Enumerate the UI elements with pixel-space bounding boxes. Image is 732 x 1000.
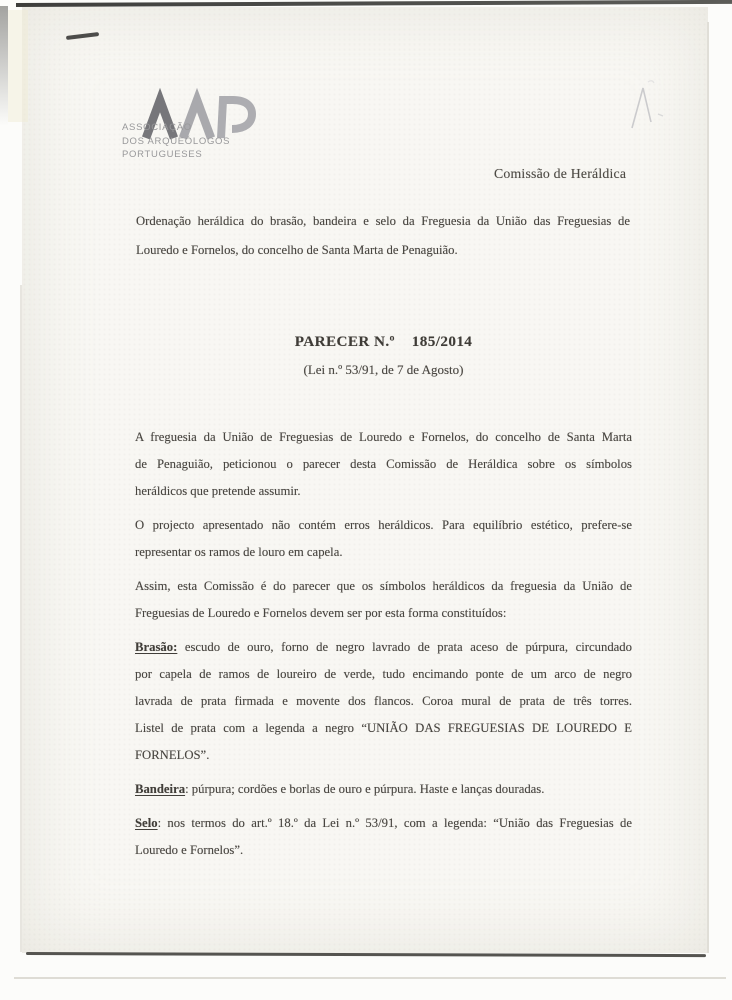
paragraph-lead: Bandeira bbox=[135, 782, 186, 796]
paragraph-bandeira bbox=[135, 776, 632, 803]
text-line: A freguesia da União de Freguesias de Louredo e Fornelos, do concelho de Santa Marta bbox=[135, 430, 632, 444]
paragraph-brasao bbox=[135, 634, 632, 769]
text-line: Louredo e Fornelos”. bbox=[135, 843, 244, 857]
text-line: de Penaguião, peticionou o parecer desta Comissão de Heráldica sobre os símbolos bbox=[135, 457, 632, 471]
pencil-annotation-icon bbox=[628, 78, 676, 136]
parecer-title: PARECER N.º 185/2014 bbox=[294, 333, 473, 350]
logo-org-line: ASSOCIAÇÃO bbox=[122, 122, 192, 133]
page-left-edge bbox=[20, 285, 22, 952]
subject-paragraph bbox=[136, 207, 630, 264]
logo-org-name bbox=[122, 121, 230, 162]
logo-org-line: DOS ARQUEÓLOGOS bbox=[122, 135, 231, 147]
paragraph-selo bbox=[135, 810, 632, 864]
paragraph-lead: Selo bbox=[135, 816, 158, 830]
text-line: Assim, esta Comissão é do parecer que os símbolos heráldicos da freguesia da União de bbox=[135, 579, 632, 593]
text-line: Brasão: escudo de ouro, forno de negro lavrado de prata aceso de púrpura, circundado bbox=[135, 640, 632, 654]
logo-org-line: PORTUGUESES bbox=[122, 149, 203, 160]
parecer-law-reference: (Lei n.º 53/91, de 7 de Agosto) bbox=[303, 362, 464, 377]
text-line: Selo: nos termos do art.º 18.º da Lei n.º 53/91, com a legenda: “União das Freguesias de bbox=[135, 816, 632, 830]
text-line: heráldicos que pretende assumir. bbox=[135, 484, 301, 498]
text-line: Freguesias de Louredo e Fornelos devem ser por esta forma constituídos: bbox=[135, 606, 507, 620]
text-line: O projecto apresentado não contém erros heráldicos. Para equilíbrio estético, prefere-se bbox=[135, 518, 632, 532]
text-line: FORNELOS”. bbox=[135, 748, 210, 762]
scan-left-tint bbox=[8, 10, 28, 122]
text-line: Ordenação heráldica do brasão, bandeira e selo da Freguesia da União das Freguesias de bbox=[136, 214, 630, 228]
scan-bottom-line bbox=[14, 977, 726, 979]
scan-left-shadow bbox=[0, 6, 8, 126]
paragraph-assessment bbox=[135, 512, 632, 566]
text-line: Bandeira: púrpura; cordões e borlas de ouro e púrpura. Haste e lanças douradas. bbox=[135, 782, 545, 796]
document-body bbox=[135, 424, 632, 871]
text-line: Listel de prata com a legenda a negro “UNIÃO DAS FREGUESIAS DE LOUREDO E bbox=[135, 721, 632, 735]
paragraph-petition bbox=[135, 424, 632, 505]
paragraph-lead: Brasão: bbox=[135, 640, 178, 654]
page-right-edge bbox=[707, 22, 709, 953]
text-line: por capela de ramos de loureiro de verde, tudo encimando ponte de um arco de negro bbox=[135, 667, 632, 681]
text-line: lavrada de prata firmada e movente dos flancos. Coroa mural de prata de três torres. bbox=[135, 694, 632, 708]
scan-top-edge bbox=[16, 0, 732, 7]
subject-paragraph bbox=[136, 207, 630, 271]
text-line: representar os ramos de louro em capela. bbox=[135, 545, 343, 559]
text-line: Louredo e Fornelos, do concelho de Santa Marta de Penaguião. bbox=[136, 242, 458, 257]
commission-label: Comissão de Heráldica bbox=[494, 166, 627, 181]
paragraph-decision bbox=[135, 573, 632, 627]
